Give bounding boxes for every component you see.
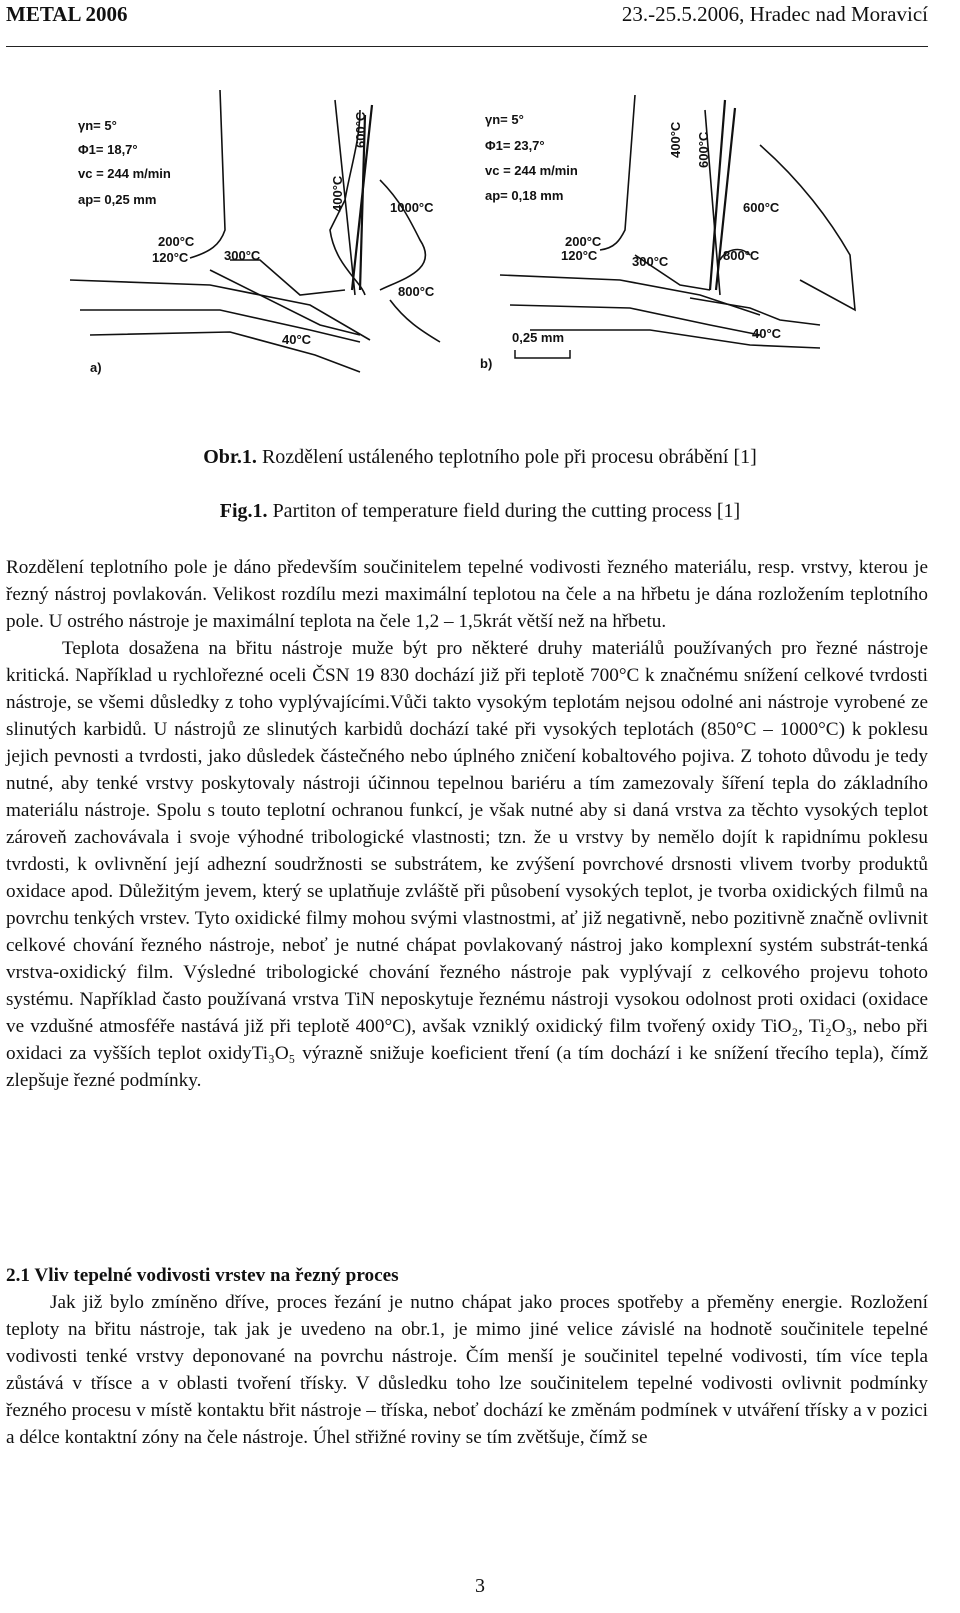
panel-b-param-ap: ap= 0,18 mm: [485, 188, 564, 203]
panel-b-iso-40: 40°C: [752, 326, 782, 341]
panel-b-param-gamma: γn= 5°: [485, 112, 524, 127]
panel-b-scale-bar: [515, 350, 570, 358]
panel-a-iso-400: 400°C: [330, 175, 345, 212]
panel-b-iso-600-vertical: 600°C: [696, 131, 711, 168]
page-number: 3: [475, 1575, 485, 1597]
body-text: [6, 554, 928, 1094]
panel-a-letter: a): [90, 360, 102, 375]
panel-a-iso-600: 600°C: [353, 111, 368, 148]
header-rule: [6, 46, 928, 47]
paragraph-2: Teplota dosažena na břitu nástroje muže být pro některé druhy materiálů používaných pro řezné nástroje kritická. Například u rychlořezné oceli ČSN 19 830 dochází již při teplotě 700°C k značnému snížení celkové tvrdosti nástroje, se všemi důsledky z toho vyplývajícími.Vůči takto vysokým teplotám nejsou odolné ani nástroje vyrobené ze slinutých karbidů. U nástrojů ze slinutých karbidů dochází také při vysokých teplotách (850°C – 1000°C) k poklesu jejich pevnosti a tvrdosti, jako důsledek částečného nebo úplného zničení kobaltového pojiva. Z tohoto důvodu je tedy nutné, aby tenké vrstvy poskytovaly nástroji účinnou tepelnou bariéru a tím zamezovaly šíření tepla do základního materiálu nástroje. Spolu s touto teplotní ochranou funkcí, je však nutné aby si daná vrstva za těchto vysokých teplot zároveň zachovávala i svoje výhodné tribologické vlastnosti; tzn. že u vrstvy by nemělo dojít k rapidnímu poklesu tvrdosti, k ovlivnění její adhezní soudržnosti se substrátem, ke zvýšení povrchové drsnosti vlivem tvorby produktů oxidace apod. Důležitým jevem, který se uplatňuje zvláště při působení vysokých teplot, je tvorba oxidických filmů na povrchu tenkých vrstev. Tyto oxidické filmy mohou svými vlastnostmi, ať již negativně, nebo pozitivně značně ovlivnit celkové chování řezného nástroje, neboť je nutné chápat povlakovaný nástroj jako komplexní systém substrát-tenká vrstva-oxidický film. Výsledné tribologické chování řezného nástroje pak vyplývají z celkového projevu tohoto systému. Například často používaná vrstva TiN neposkytuje řeznému nástroji vysokou odolnost proti oxidaci (oxidace ve vzdušné atmosféře nastává již při teplotě 400°C), avšak vzniklý oxidický film tvořený oxidy TiO₂, Ti₂O₃, nebo při oxidaci za vyšších teplot oxidyTi₃O₅ výrazně snižuje koeficient tření (a tím dochází i ke snížení třecího tepla), čímž zlepšuje řezné podmínky.: [6, 638, 928, 1091]
figure-caption-cz: [0, 446, 960, 469]
caption-en-label: Fig.1.: [219, 500, 268, 522]
panel-a-diagram: [70, 90, 440, 372]
panel-b-scale-label: 0,25 mm: [512, 330, 565, 345]
panel-b-iso-300: 300°C: [632, 254, 669, 269]
section-2-1: [6, 1262, 928, 1451]
panel-a-iso-800: 800°C: [398, 284, 435, 299]
paragraph-1: Rozdělení teplotního pole je dáno především součinitelem tepelné vodivosti řezného materiálu, resp. vrstvy, kterou je řezný nástroj povlakován. Velikost rozdílu mezi maximální teplotou na čele a na hřbetu je dána rozložením teplotního pole. U ostrého nástroje je maximální teplota na čele 1,2 – 1,5krát větší než na hřbetu.: [6, 557, 928, 632]
panel-a-iso-120: 120°C: [152, 250, 189, 265]
panel-a-param-vc: vc = 244 m/min: [78, 166, 171, 181]
panel-b-iso-200: 200°C: [565, 234, 602, 249]
panel-a-iso-300: 300°C: [224, 248, 261, 263]
page-header: [6, 2, 928, 32]
caption-cz-label: Obr.1.: [203, 446, 257, 468]
section-heading: 2.1 Vliv tepelné vodivosti vrstev na řezný proces: [6, 1265, 399, 1286]
panel-a-param-phi: Φ1= 18,7°: [78, 142, 138, 157]
panel-a-labels: [78, 111, 435, 375]
panel-a-iso-200: 200°C: [158, 234, 195, 249]
panel-a-param-gamma: γn= 5°: [78, 118, 117, 133]
temperature-field-figure: [60, 80, 890, 410]
section-paragraph: Jak již bylo zmíněno dříve, proces řezání je nutno chápat jako proces spotřeby a přeměny energie. Rozložení teploty na břitu nástroje, tak jak je uvedeno na obr.1, je mimo jiné velice závislé na hodnotě součinitele tepelné vodivosti tenké vrstvy deponované na povrchu nástroje. Čím menší je součinitel tepelné vodivosti, tím více tepla zůstává v třísce a v oblasti tvoření třísky. V důsledku toho lze součinitelem tepelné vodivosti ovlivnit podmínky řezného procesu v místě kontaktu břit nástroje – tříska, neboť dochází ke změnám podmínek v utváření třísky a v pozici a délce kontaktní zóny na čele nástroje. Úhel střižné roviny se tím zvětšuje, čímž se: [6, 1292, 928, 1448]
panel-b-iso-600: 600°C: [743, 200, 780, 215]
caption-cz-text: Rozdělení ustáleného teplotního pole při procesu obrábění [1]: [256, 446, 757, 468]
panel-b-iso-800: 800°C: [723, 248, 760, 263]
figure-caption-en: [0, 500, 960, 523]
panel-b-iso-400: 400°C: [668, 121, 683, 158]
panel-a-iso-40: 40°C: [282, 332, 312, 347]
conference-date-place: 23.-25.5.2006, Hradec nad Moravicí: [621, 2, 928, 26]
panel-b-iso-120: 120°C: [561, 248, 598, 263]
panel-a-iso-1000: 1000°C: [390, 200, 434, 215]
conference-name: METAL 2006: [6, 2, 128, 26]
panel-b-param-vc: vc = 244 m/min: [485, 163, 578, 178]
panel-b-param-phi: Φ1= 23,7°: [485, 138, 545, 153]
panel-a-param-ap: ap= 0,25 mm: [78, 192, 157, 207]
panel-b-letter: b): [480, 356, 493, 371]
caption-en-text: Partiton of temperature field during the cutting process [1]: [267, 500, 741, 522]
